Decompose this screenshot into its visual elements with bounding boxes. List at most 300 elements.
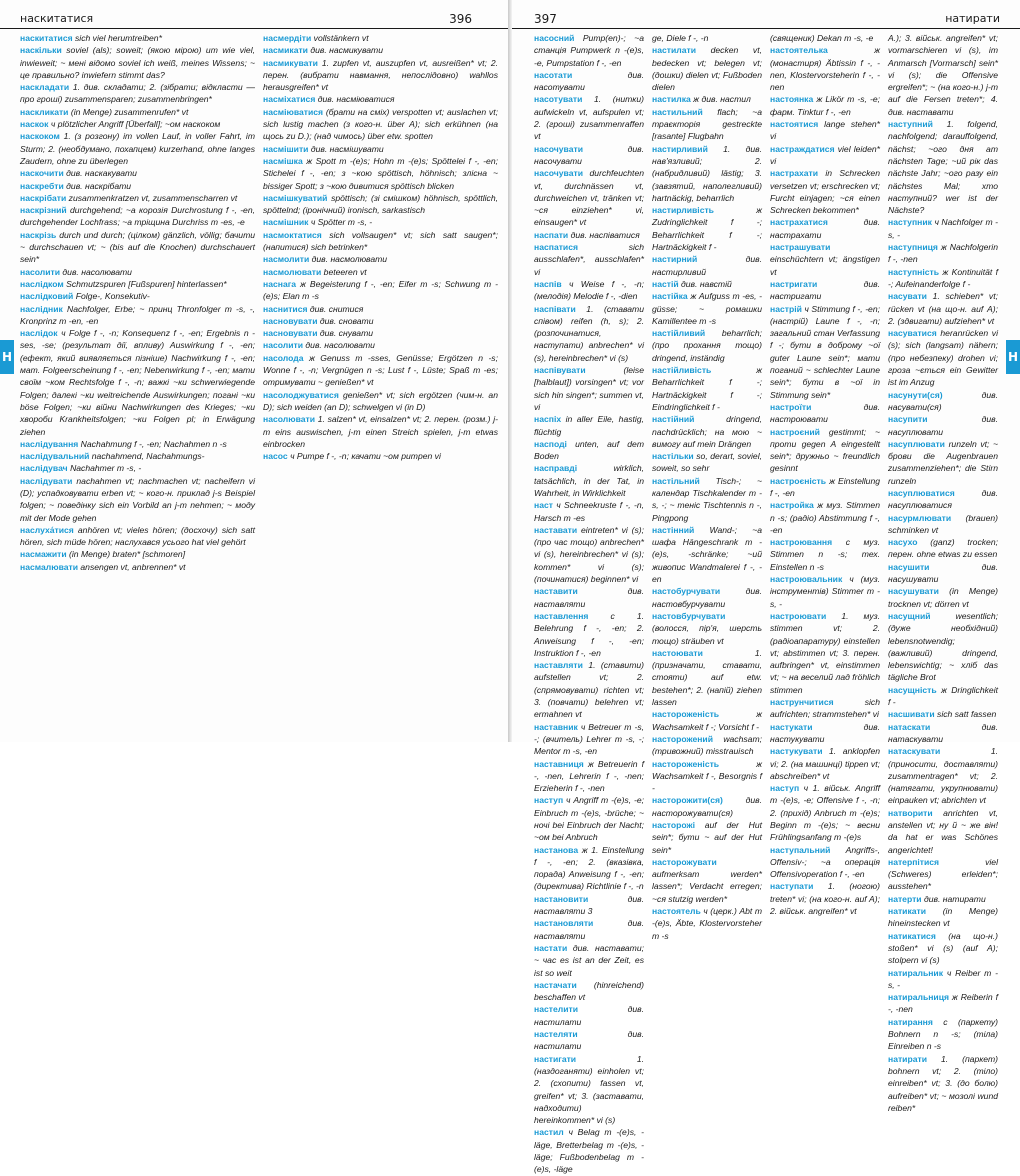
entry-headword: наскрізний [20, 205, 67, 216]
entry-definition: sich vollsaugen* vt; sich satt saugen*; (напитися) sich betrinken* [263, 229, 498, 253]
entry-headword: насосний [534, 33, 575, 43]
dictionary-entry [770, 426, 880, 475]
entry-definition: див. насуплюватися [888, 487, 998, 511]
running-head: наскитатися [20, 12, 94, 25]
entry-definition: 1. (ногою) treten* vi; (на кого-н. auf A); 2. військ. angreifen* vt [770, 881, 881, 917]
dictionary-entry [888, 389, 998, 414]
entry-definition: с муз. Stimmen n -s; тех. Einstellen n -s [770, 537, 880, 572]
entry-definition: див. наскакувати [66, 168, 137, 179]
dictionary-entry [770, 32, 880, 44]
entry-definition: див. наставати; ~ час es ist an der Zeit, es ist so weit [534, 942, 644, 978]
dictionary-entry [263, 253, 498, 265]
entry-definition: ч Folge f -, -n; Konsequenz f -, -en; Ergebnis n -ses, -se; (результат дії, впливу) Auswirkung f -, -en; (ефект, який виявляється пізніше) Nachwirkung f -, -en; мат. Folgeerscheinung f -, -en; Nebenwirkung f -, -en; мати своїм ~ком Rechtsfolge f -, -n; важкі ~ки schwerwiegende Folgen; далекі ~ки weitreichende Auswirkungen; погані ~ки böse Folgen; ~ки війни Nachwirkungen des Krieges; ~ки хвороби Krankheitsfolgen; ~ки Folgen pl; in Erwägung ziehen [20, 328, 255, 437]
entry-definition: див. настукувати [770, 721, 880, 744]
entry-definition: ж Genuss m -sses, Genüsse; Ergötzen n -s; Wonne f -, -n; Vergnügen n -s; Lust f -, Lüste; Spaß m -es; отримувати ~ genießen* vt [263, 352, 498, 388]
entry-definition: (ganz) trocken; перен. ohne etwas zu essen [888, 537, 998, 560]
entry-definition: ж Likör m -s, -e; фарм. Tinktur f -, -en [770, 94, 880, 117]
entry-definition: див. настилати [534, 1004, 644, 1027]
entry-definition: Wand-; ~а шафа Hängeschrank m -(e)s, -schränke; ~ий живопис Wandmalerei f -, -en [652, 524, 763, 585]
dictionary-entry [770, 475, 880, 500]
entry-headword: насуплюватися [888, 487, 955, 498]
dictionary-entry [770, 499, 880, 536]
dictionary-entry [770, 216, 880, 241]
entry-definition: heranrücken vi (s); sich (langsam) nähern; (про небезпеку) drohen vi; гроза ~ється ein Gewitter ist im Anzug [888, 328, 998, 388]
entry-definition: ge, Diele f -, -n [652, 33, 709, 43]
entry-definition: flach; ~а траєкторія gestreckte [rasante] Flugbahn [652, 106, 762, 142]
entry-definition: див. насмолювати [311, 254, 388, 265]
entry-definition: див. наскрібати [66, 180, 132, 191]
entry-definition: Nachahmer m -s, - [70, 463, 142, 474]
dictionary-entry [652, 758, 762, 795]
dictionary-entry [888, 512, 998, 537]
entry-headword: насмішник [263, 217, 309, 228]
entry-headword: насувати [888, 291, 927, 302]
entry-headword: настригати [770, 278, 818, 289]
entry-headword: наспіх [534, 414, 562, 425]
dictionary-entry [263, 266, 498, 278]
dictionary-entry [20, 290, 255, 302]
dictionary-entry [534, 585, 644, 610]
entry-definition: 1. муз. stimmen vt; 2. (радіоапаратуру) einstellen vt; abstimmen vt; 3. перен. aufbringen* vt, einstimmen vt; ~ на веселий лад fröhlich stimmen [770, 610, 881, 695]
entry-headword: наслідковий [20, 291, 74, 302]
dictionary-entry [652, 708, 762, 733]
entry-headword: настраждатися [770, 143, 835, 154]
entry-definition: Tisch-; ~ календар Tischkalender m -s, -; ~ теніс Tischtennis n -, Pingpong [652, 475, 762, 523]
dictionary-entry [888, 930, 998, 967]
entry-definition: A.); 3. військ. angreifen* vt; vormarschieren vi (s), im Anmarsch [Vormarsch] sein* vi (s); die Offensive ergreifen*; ~ (на кого-н.) j-m auf die Fersen treten*; 4. див. наставати [888, 33, 998, 117]
entry-headword: настійний [652, 414, 695, 425]
dictionary-entry [770, 167, 880, 216]
dictionary-entry [20, 229, 255, 266]
dictionary-entry [652, 32, 762, 44]
dictionary-column [263, 32, 498, 738]
dictionary-entry [20, 327, 255, 438]
entry-headword: наставлення [534, 610, 589, 621]
entry-headword: наснитися [263, 303, 308, 314]
dictionary-entry [534, 979, 644, 1004]
dictionary-entry [534, 610, 644, 659]
entry-headword: насміхатися [263, 94, 316, 105]
dictionary-entry [263, 216, 498, 228]
entry-definition: див. настирливий [652, 254, 762, 277]
entry-definition: (священик) Dekan m -s, -e [770, 33, 874, 43]
dictionary-column [652, 32, 763, 941]
dictionary-entry [20, 106, 255, 118]
entry-definition: 1. (з розгону) im vollen Lauf, in voller Fahrt, im Sturm; 2. (необдумано, похапцем) kurzerhand, ohne langes Zaudern, ohne zu überlegen [20, 131, 255, 166]
dictionary-entry [534, 794, 644, 843]
dictionary-entry [263, 352, 498, 389]
entry-definition: див. сновати [319, 315, 374, 326]
entry-definition: lange stehen* vi [770, 119, 881, 142]
entry-headword: настройка [770, 500, 814, 511]
entry-definition: див. настилати [534, 1029, 644, 1052]
entry-headword: насухо [888, 537, 918, 548]
dictionary-entry [770, 721, 880, 746]
dictionary-entry [770, 303, 880, 401]
dictionary-entry [652, 253, 762, 278]
dictionary-entry [770, 745, 880, 782]
dictionary-entry [534, 69, 644, 94]
entry-definition: ч Nachfolger m -s, - [888, 217, 998, 240]
entry-headword: наскладати [20, 82, 70, 93]
dictionary-entry [20, 192, 255, 204]
dictionary-entry [888, 536, 998, 561]
entry-headword: натаскати [888, 721, 931, 732]
entry-headword: настирливий [652, 143, 708, 154]
dictionary-entry [534, 758, 644, 795]
dictionary-entry [888, 807, 998, 856]
dictionary-entry [652, 524, 762, 585]
dictionary-entry [888, 327, 998, 388]
entry-definition: ж Wachsamkeit f -, Besorgnis f - [652, 758, 762, 794]
entry-definition: ч Pumpe f -, -n; качати ~ом pumpen vi [290, 451, 441, 462]
entry-headword: насправді [534, 463, 578, 474]
dictionary-entry [20, 266, 255, 278]
entry-headword: насотувати [534, 94, 583, 105]
entry-headword: насмажити [20, 549, 67, 560]
entry-definition: 1. zupfen vt, auszupfen vt, ausreißen* vt; 2. перен. (вибрати навмання, непослідовно) wahllos herausgreifen* vt [263, 57, 498, 93]
dictionary-entry [888, 487, 998, 512]
entry-headword: настільний [652, 475, 700, 486]
entry-headword: насолоджуватися [263, 389, 339, 400]
dictionary-entry [888, 266, 998, 291]
dictionary-entry [652, 905, 762, 942]
entry-definition: ж Dringlichkeit f - [888, 684, 999, 708]
entry-definition: ч Spötter m -s, - [310, 217, 373, 228]
dictionary-entry [888, 561, 998, 586]
dictionary-entry [888, 610, 998, 684]
entry-definition: 1. anklopfen vi; 2. (на машинці) tippen vt; abschreiben* vt [770, 746, 881, 781]
entry-definition: ж Reiberin f -, -nen [888, 992, 998, 1015]
dictionary-entry [534, 167, 644, 228]
entry-headword: настукати [770, 721, 813, 732]
entry-definition: див. наставляти [534, 918, 644, 941]
entry-definition: aufmerksam werden* lassen*; Verdacht erregen; ~ся stutzig werden* [652, 869, 762, 904]
entry-headword: насос [263, 451, 288, 462]
dictionary-entry [20, 475, 255, 524]
entry-headword: наспатися [534, 242, 579, 253]
entry-headword: насмикати [263, 45, 308, 56]
entry-definition: Nachahmung f -, -en; Nachahmen n -s [80, 438, 227, 449]
entry-definition: ж див. настил [693, 94, 751, 105]
entry-headword: наскоком [20, 131, 60, 142]
entry-headword: насунути(ся) [888, 389, 943, 400]
dictionary-entry [534, 32, 644, 69]
dictionary-column [534, 32, 645, 1175]
entry-headword: наснага [263, 278, 297, 289]
entry-definition: spöttisch; (зі смішком) höhnisch, spöttlich, spöttelnd; (іронічний) ironisch, sarkastisch [263, 192, 499, 216]
dictionary-entry [534, 499, 644, 524]
entry-headword: насподі [534, 438, 567, 449]
dictionary-entry [770, 536, 880, 573]
entry-definition: viel leiden* vi [770, 143, 880, 166]
dictionary-entry [888, 32, 998, 118]
entry-headword: насторожі [652, 820, 695, 830]
entry-headword: настоятель [652, 906, 701, 917]
entry-headword: настроювання [770, 537, 833, 548]
dictionary-entry [770, 696, 880, 721]
entry-definition: runzeln vt; ~ брови die Augenbrauen zusammenziehen*; die Stirn runzeln [888, 438, 998, 486]
entry-headword: настоянка [770, 94, 814, 105]
entry-definition: sich aufrichten; strammstehen* vi [770, 697, 880, 720]
page-number: 397 [534, 12, 557, 26]
entry-definition: ч Betreuer m -s, -; (вчитель) Lehrer m -s, -; Mentor m -s, -en [534, 721, 645, 757]
entry-headword: насолода [263, 352, 304, 363]
dictionary-column [770, 32, 881, 917]
dictionary-entry [888, 708, 998, 720]
entry-headword: настати [534, 942, 568, 953]
dictionary-entry [652, 278, 762, 290]
dictionary-entry [534, 917, 644, 942]
dictionary-entry [534, 241, 644, 278]
dictionary-entry [888, 438, 998, 487]
entry-headword: наступність [888, 266, 939, 277]
entry-headword: наскитатися [20, 33, 73, 43]
entry-definition: див. снувати [319, 328, 374, 339]
entry-definition: ж Kontinuität f -; Aufeinanderfolge f - [888, 266, 999, 289]
entry-definition: с (паркету) Bohnern n -s; (тіла) Einreiben n -s [888, 1016, 999, 1052]
entry-headword: наскребти [20, 180, 64, 191]
entry-headword: насуплювати [888, 438, 945, 449]
dictionary-entry [888, 856, 998, 893]
dictionary-entry [888, 721, 998, 746]
entry-definition: див. настрахати [770, 217, 880, 240]
dictionary-column [888, 32, 999, 1113]
entry-headword: наст [534, 500, 553, 511]
entry-definition: Pump(en)-; ~а станція Pumpwerk n -(e)s, -e, Pumpstation f -, -en [534, 33, 645, 68]
dictionary-entry [20, 450, 255, 462]
entry-headword: насолювати [263, 414, 316, 425]
entry-definition: soviel (als); soweit; (якою мірою) um wie viel, inwieweit; ~ мені відомо soviel ich weiß, meines Wissens; ~ це правильно? inwiefern stimmt das? [20, 45, 255, 80]
thumb-index-tab[interactable]: Н [1006, 340, 1020, 374]
entry-definition: с 1. Belehrung f -, -en; 2. Anweisung f -, -en; Instruktion f -, -en [534, 610, 644, 658]
dictionary-entry [20, 204, 255, 229]
entry-headword: насмердіти [263, 33, 312, 43]
entry-headword: наскликати [20, 106, 69, 117]
entry-definition: ж 1. Einstellung f -, -en; 2. (вказівка, порада) Anweisung f -, -en; (директива) Richtlinie f -, -n [534, 844, 644, 892]
entry-headword: настійка [652, 291, 688, 302]
dictionary-entry [263, 413, 498, 450]
entry-definition: (brauen) schminken vt [888, 512, 998, 535]
entry-headword: настирливість [652, 205, 714, 216]
dictionary-entry [20, 130, 255, 167]
entry-definition: див. насотувати [534, 69, 644, 93]
dictionary-entry [652, 856, 762, 905]
dictionary-entry [20, 81, 255, 106]
entry-headword: натикатися [888, 930, 936, 941]
dictionary-entry [770, 880, 880, 917]
entry-headword: насушувати [888, 586, 939, 597]
entry-headword: наслідник [20, 303, 63, 314]
entry-headword: наставляти [534, 660, 583, 671]
entry-headword: насмалювати [20, 561, 79, 572]
entry-definition: (in Menge) hineinstecken vt [888, 906, 999, 929]
entry-definition: ж (монастиря) Äbtissin f -, -nen, Klostervorsteherin f -, -nen [770, 45, 880, 93]
entry-headword: наставник [534, 721, 578, 732]
entry-definition: ч Reiber m -s, - [888, 967, 999, 990]
entry-definition: див. натаскувати [888, 721, 998, 744]
entry-definition: (на що-н.) stoßen* vi (s) (auf A); stolpern vi (s) [888, 930, 998, 966]
entry-definition: gestimmt; ~ проти gegen A eingestellt sein*; дружньо ~ freundlich gesinnt [770, 426, 881, 474]
entry-definition: durchgehend; ~а корозія Durchrostung f -, -en, durchgehender Lochfrass; ~а тріщина Durchriss m -es, -e [20, 205, 256, 228]
entry-definition: ж муз. Stimmen n -s; (радіо) Abstimmung f -, -en [770, 500, 880, 535]
entry-definition: див. насторожувати(ся) [652, 795, 762, 818]
entry-headword: настроювати [770, 610, 827, 621]
dictionary-entry [534, 1126, 644, 1175]
entry-headword: наспати [534, 229, 569, 240]
entry-headword: настил [534, 1127, 564, 1138]
dictionary-entry [888, 905, 998, 930]
entry-headword: настінний [652, 524, 695, 535]
dictionary-entry [770, 573, 880, 610]
entry-definition: Angriffs-, Offensiv-; ~а операція Offensivoperation f -, -en [770, 844, 880, 880]
dictionary-entry [534, 1003, 644, 1028]
entry-headword: насолити [263, 340, 304, 351]
entry-definition: genießen* vt; sich ergötzen (чим-н. an D); sich weiden (an D); schwelgen vi (in D) [263, 389, 498, 412]
entry-headword: наскок [20, 119, 49, 130]
entry-headword: насушити [888, 561, 930, 572]
entry-definition: vollstänkern vt [313, 33, 369, 43]
dictionary-entry [20, 462, 255, 474]
dictionary-entry [534, 413, 644, 438]
dictionary-entry [888, 585, 998, 610]
entry-definition: in Schrecken versetzen vt; erschrecken vt; Furcht einjagen; ~ся einen Schrecken bekommen* [770, 168, 880, 216]
entry-definition: див. насмішувати [310, 143, 384, 154]
entry-definition: ч Schneekruste f -, -n, Harsch m -es [534, 500, 645, 523]
entry-definition: див. насмикувати [310, 45, 383, 56]
entry-definition: sich viel herumtreiben* [75, 33, 162, 43]
entry-headword: настроювальник [770, 574, 843, 585]
entry-headword: настоятелька [770, 45, 828, 56]
dictionary-entry [770, 610, 880, 696]
entry-definition: viel (Schweres) erleiden*; ausstehen* [888, 856, 998, 892]
dictionary-entry [652, 204, 762, 253]
entry-definition: 1. (наздоганяти) einholen vt; 2. (схопити) fassen vt, greifen* vt; 3. (заставати, надходити) hereinkommen* vi (s) [534, 1053, 644, 1126]
dictionary-entry [770, 782, 880, 843]
dictionary-entry [263, 93, 498, 105]
dictionary-entry [263, 155, 498, 192]
entry-headword: наставниця [534, 758, 584, 769]
entry-headword: насмоктатися [263, 229, 322, 240]
entry-definition: (in Menge) braten* [schmoren] [69, 549, 186, 560]
entry-headword: насотати [534, 69, 573, 80]
entry-definition: 1. (паркет) bohnern vt; 2. (тіло) einreiben* vt; 3. (до болю) aufreiben* vt; ~ мозолі wund reiben* [888, 1053, 998, 1113]
entry-headword: наступати [770, 881, 814, 892]
dictionary-entry [263, 229, 498, 254]
dictionary-entry [888, 413, 998, 438]
entry-definition: ж Nachfolgerin f -, -nen [888, 242, 998, 265]
entry-headword: наслідувати [20, 475, 73, 486]
entry-headword: настроєність [770, 475, 827, 486]
entry-definition: einschüchtern vt; ängstigen vt [770, 254, 880, 277]
entry-definition: ч plötzlicher Angriff [Überfall]; ~ом наскоком [50, 119, 221, 130]
dictionary-entry [20, 278, 255, 290]
dictionary-entry [20, 438, 255, 450]
dictionary-entry [534, 278, 644, 303]
entry-definition: wesentlich; (дуже необхідний) lebensnotwendig; (важливий) dringend, lebenswichtig; ~ хліб das tägliche Brot [888, 610, 998, 683]
entry-headword: натерти [888, 893, 922, 904]
dictionary-entry [770, 241, 880, 278]
dictionary-entry [652, 733, 762, 758]
entry-definition: (leise [halblaut]) vorsingen* vt; vor sich hin singen*; summen vt, vi [534, 365, 644, 412]
entry-definition: Folge-, Konsekutiv- [75, 291, 150, 302]
entry-headword: настобурчувати [652, 586, 721, 597]
entry-headword: настановити [534, 893, 589, 904]
entry-headword: насмикувати [263, 57, 318, 68]
entry-headword: настоятися [770, 119, 819, 130]
page-number: 396 [449, 12, 472, 26]
entry-definition: ж Zudringlichkeit f -; Beharrlichkeit f -; Hartnäckigkeit f - [652, 205, 762, 253]
dictionary-columns [534, 32, 999, 1175]
entry-definition: ч Stimmung f -, -en; (настрій) Laune f -, -n; загальний стан Verfassung f -; бути в доброму ~ої guter Laune sein*; мати поганий ~ schlechter Laune sein*; бути в ~ої in Stimmung sein* [770, 303, 880, 400]
dictionary-entry [263, 32, 498, 44]
dictionary-entry [263, 389, 498, 414]
entry-headword: насмолити [263, 254, 310, 265]
entry-headword: настанова [534, 844, 579, 855]
entry-headword: насуватися [888, 328, 937, 339]
entry-headword: настоювати [652, 647, 703, 658]
entry-headword: настирний [652, 254, 698, 265]
entry-headword: настовбурчувати [652, 610, 726, 621]
entry-definition: ч 1. військ. Angriff m -(e)s, -e; Offensive f -, -n; 2. (прихід) Anbruch m -(e)s; Beginn m -(e)s; ~ весни Frühlingsanfang m -(e)s [770, 783, 881, 843]
entry-definition: ч (муз. інструментів) Stimmer m -s, - [770, 574, 881, 609]
dictionary-entry [263, 303, 498, 315]
entry-definition: dringend, nachdrücklich; на мою ~ вимогу auf mein Drängen [652, 414, 762, 449]
dictionary-entry [652, 610, 762, 647]
thumb-index-tab[interactable]: Н [0, 340, 14, 374]
entry-definition: ж Beharrlichkeit f -; Hartnäckigkeit f -; Eindringlichkeit f - [652, 365, 762, 412]
dictionary-entry [534, 942, 644, 979]
entry-headword: насміюватися [263, 106, 324, 117]
entry-headword: насмолювати [263, 266, 322, 277]
page-header [0, 0, 508, 29]
entry-definition: in aller Eile, hastig, flüchtig [534, 414, 644, 437]
dictionary-entry [770, 118, 880, 143]
dictionary-entry [888, 991, 998, 1016]
entry-headword: настеляти [534, 1029, 578, 1040]
entry-headword: насолити [20, 266, 61, 277]
entry-definition: sich satt fassen [937, 709, 997, 720]
entry-definition: ansengen vt, anbrennen* vt [80, 561, 186, 572]
entry-headword: настійливий [652, 328, 706, 339]
dictionary-entry [20, 118, 255, 130]
dictionary-entry [652, 413, 762, 450]
entry-definition: ж Einstellung f -, -en [770, 475, 881, 498]
left-page [0, 0, 509, 742]
entry-definition: (брати на сміх) verspotten vt; auslachen vt; sich lustig machen (з кого-н. über A); sich erkühnen (на щось zu D.); (над чимось) über etw. spotten [263, 106, 498, 142]
entry-definition: unten, auf dem Boden [534, 438, 644, 462]
dictionary-columns [20, 32, 498, 738]
dictionary-entry [534, 303, 644, 364]
dictionary-entry [263, 192, 498, 217]
dictionary-entry [888, 290, 998, 327]
entry-headword: насущність [888, 684, 937, 695]
dictionary-entry [888, 216, 998, 241]
entry-definition: (in Menge) zusammenrufen* vt [70, 106, 189, 117]
dictionary-entry [652, 290, 762, 327]
entry-definition: nachahmend, Nachahmungs- [91, 451, 205, 462]
entry-definition: див. настроювати [770, 401, 880, 425]
entry-definition: beteeren vt [323, 266, 367, 277]
entry-headword: натворити [888, 807, 933, 818]
dictionary-entry [263, 278, 498, 303]
entry-headword: настроїти [770, 401, 812, 412]
dictionary-entry [534, 844, 644, 893]
entry-headword: наспів [534, 278, 562, 289]
dictionary-entry [263, 339, 498, 351]
entry-definition: anhören vt; vieles hören; (досхочу) sich satt hören, sich müde hören; наслухався усього hat viel gehört [20, 524, 256, 548]
dictionary-entry [534, 229, 644, 241]
